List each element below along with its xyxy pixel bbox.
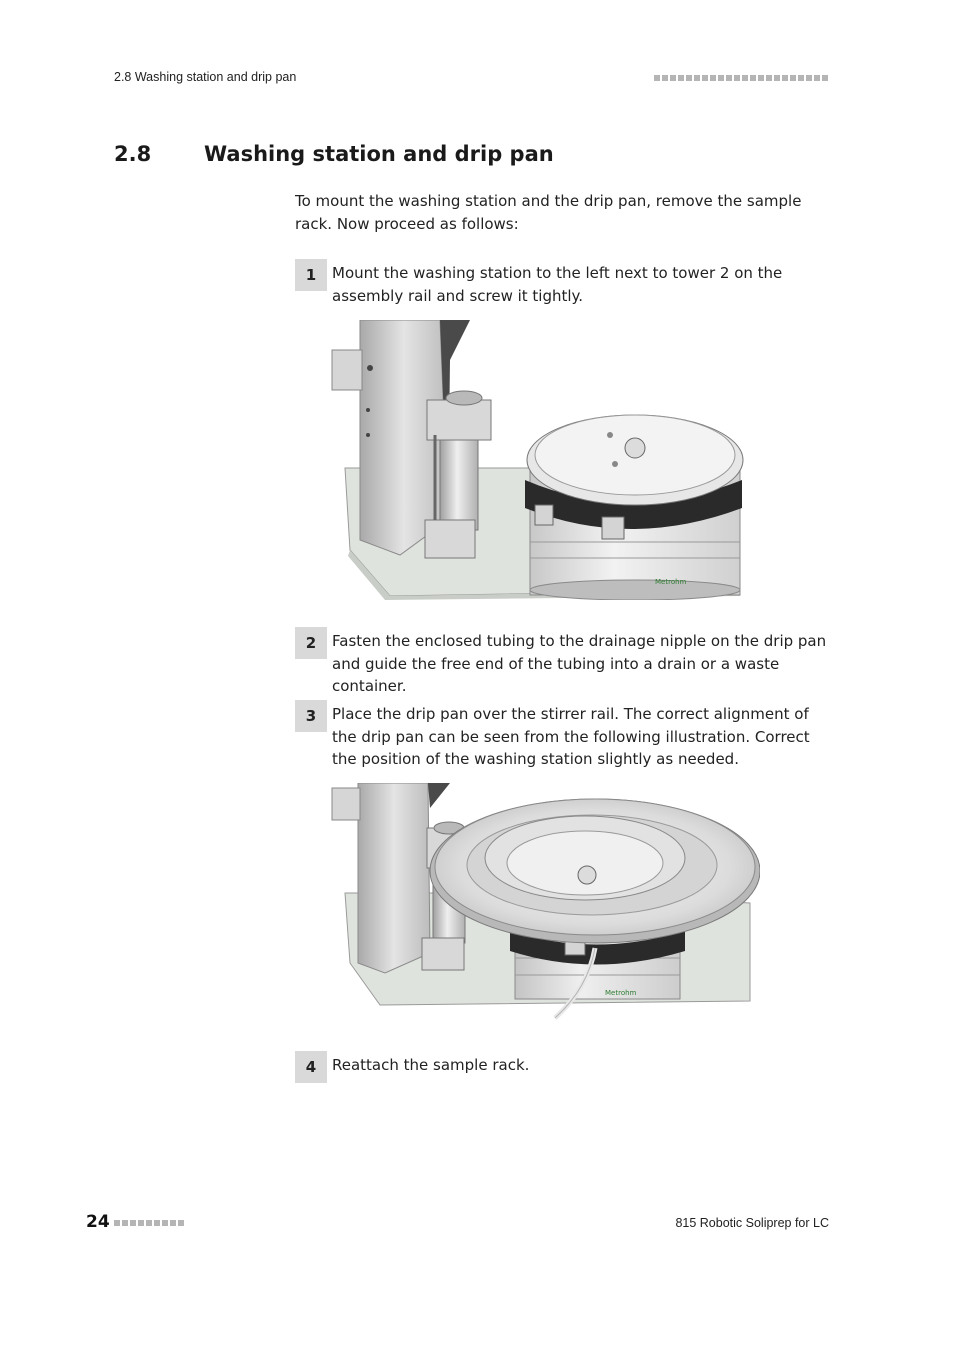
- footer-product-name: 815 Robotic Soliprep for LC: [675, 1216, 829, 1230]
- step-text: Reattach the sample rack.: [332, 1056, 530, 1074]
- section-title: Washing station and drip pan: [204, 142, 554, 166]
- step-text: Place the drip pan over the stirrer rail. The correct alignment of the drip pan can be seen from the following illustration. Correct the position of the washing station slightly as needed.: [332, 705, 810, 768]
- brand-label: Metrohm: [655, 578, 687, 586]
- step-text: Fasten the enclosed tubing to the drainage nipple on the drip pan and guide the free end of the tubing into a drain or a waste container.: [332, 632, 827, 695]
- intro-paragraph: To mount the washing station and the drip pan, remove the sample rack. Now proceed as follows:: [295, 192, 802, 233]
- footer-dot-bar: [114, 1220, 184, 1226]
- section-number: 2.8: [114, 142, 152, 166]
- figure-drip-pan-placed: [330, 783, 760, 1027]
- step-number: 3: [295, 700, 327, 732]
- figure-1-illustration: [330, 320, 750, 600]
- step-number: 4: [295, 1051, 327, 1083]
- running-header: 2.8 Washing station and drip pan: [114, 70, 297, 84]
- step-number: 2: [295, 627, 327, 659]
- figure-washing-station-mounted: [330, 320, 750, 604]
- brand-label: Metrohm: [605, 989, 637, 997]
- figure-2-illustration: [330, 783, 760, 1023]
- step-number: 1: [295, 259, 327, 291]
- step-text: Mount the washing station to the left next to tower 2 on the assembly rail and screw it tightly.: [332, 264, 783, 305]
- page-number: 24: [86, 1212, 110, 1232]
- header-dot-bar: [654, 75, 828, 81]
